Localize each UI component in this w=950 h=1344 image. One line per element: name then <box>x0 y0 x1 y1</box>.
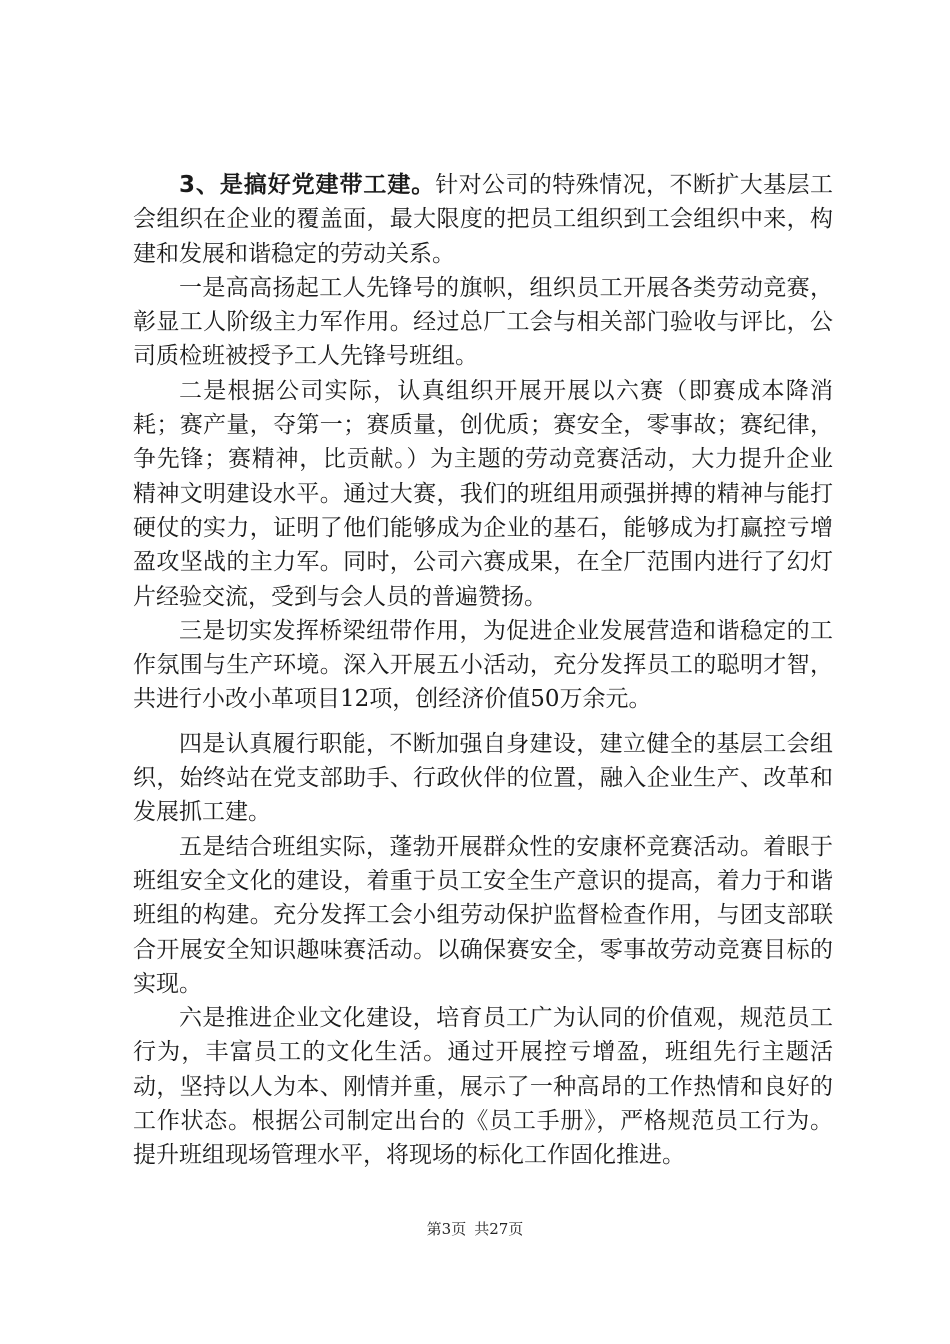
document-body <box>133 168 833 1173</box>
paragraph-text: 六是推进企业文化建设，培育员工广为认同的价值观，规范员工行为，丰富员工的文化生活。通过开展控亏增盈，班组先行主题活动，坚持以人为本、刚情并重，展示了一种高昂的工作热情和良好的工作状态。根据公司制定出台的《员工手册》，严格规范员工行为。提升班组现场管理水平，将现场的标化工作固化推进。 <box>133 1005 833 1169</box>
page-total: 共27页 <box>474 1220 524 1238</box>
paragraph-text: 四是认真履行职能，不断加强自身建设，建立健全的基层工会组织，始终站在党支部助手、行政伙伴的位置，融入企业生产、改革和发展抓工建。 <box>133 730 833 826</box>
paragraph-item-3 <box>133 614 833 717</box>
paragraph-party-building <box>133 168 833 271</box>
paragraph-item-4 <box>133 727 833 830</box>
paragraph-text: 三是切实发挥桥梁纽带作用，为促进企业发展营造和谐稳定的工作氛围与生产环境。深入开展五小活动，充分发挥员工的聪明才智，共进行小改小革项目12项，创经济价值50万余元。 <box>133 617 833 713</box>
page-footer <box>0 1218 950 1239</box>
section-heading: 3、是搞好党建带工建。 <box>179 172 436 198</box>
paragraph-item-2 <box>133 374 833 614</box>
paragraph-text: 针对公司的特殊情况，不断扩大基层工会组织在企业的覆盖面，最大限度的把员工组织到工会组织中来，构建和发展和谐稳定的劳动关系。 <box>133 172 833 267</box>
paragraph-text: 五是结合班组实际，蓬勃开展群众性的安康杯竞赛活动。着眼于班组安全文化的建设，着重于员工安全生产意识的提高，着力于和谐班组的构建。充分发挥工会小组劳动保护监督检查作用，与团支部联合开展安全知识趣味赛活动。以确保赛安全，零事故劳动竞赛目标的实现。 <box>133 833 833 997</box>
paragraph-text: 二是根据公司实际，认真组织开展开展以六赛（即赛成本降消耗；赛产量，夺第一；赛质量，创优质；赛安全，零事故；赛纪律，争先锋；赛精神，比贡献。）为主题的劳动竞赛活动，大力提升企业精神文明建设水平。通过大赛，我们的班组用顽强拼搏的精神与能打硬仗的实力，证明了他们能够成为企业的基石，能够成为打赢控亏增盈攻坚战的主力军。同时，公司六赛成果，在全厂范围内进行了幻灯片经验交流，受到与会人员的普遍赞扬。 <box>133 377 833 610</box>
paragraph-item-1 <box>133 271 833 374</box>
paragraph-text: 一是高高扬起工人先锋号的旗帜，组织员工开展各类劳动竞赛，彰显工人阶级主力军作用。经过总厂工会与相关部门验收与评比，公司质检班被授予工人先锋号班组。 <box>133 274 833 370</box>
paragraph-item-6 <box>133 1001 833 1172</box>
page-number: 第3页 <box>426 1220 467 1238</box>
paragraph-item-5 <box>133 830 833 1001</box>
